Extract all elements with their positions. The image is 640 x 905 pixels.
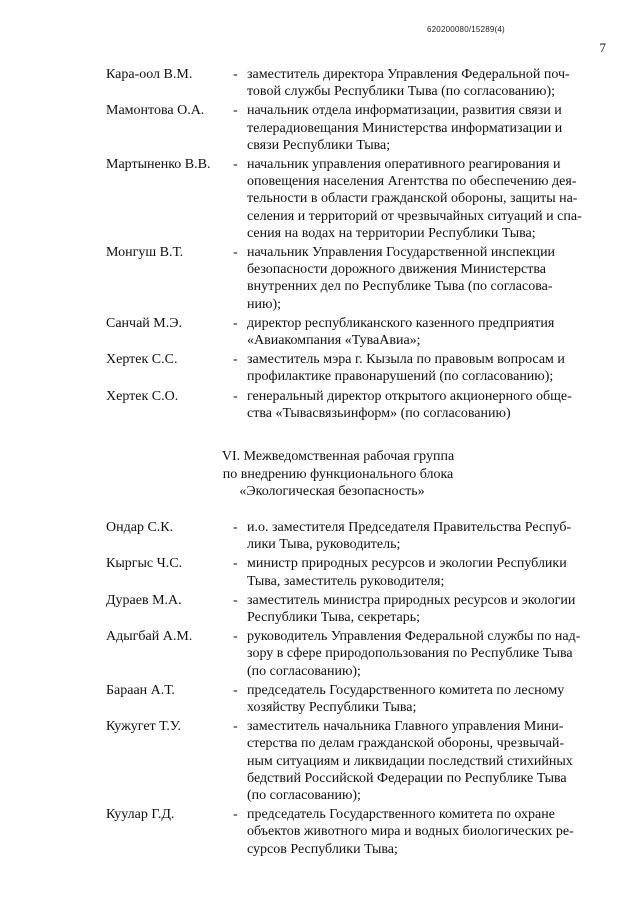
description-line: председатель Государственного комитета по охране: [247, 807, 555, 823]
description-line: внутренних дел по Республике Тыва (по согласова-: [247, 279, 553, 295]
member-entry: [0, 156, 640, 242]
document-code: 620200080/15289(4): [427, 25, 505, 34]
member-description: [247, 66, 595, 100]
description-line: ства «Тывасвязьинформ» (по согласованию): [247, 405, 511, 421]
member-entry: [0, 555, 640, 589]
member-entry: [0, 592, 640, 626]
member-name: Адыгбай А.М.: [106, 629, 193, 645]
member-name: Хертек С.С.: [106, 352, 178, 368]
member-entry: [0, 351, 640, 385]
member-entry: [0, 519, 640, 553]
member-entry: [0, 628, 640, 680]
description-line: телерадиовещания Министерства информатизации и: [247, 120, 563, 136]
description-line: начальник управления оперативного реагирования и: [247, 157, 561, 173]
description-line: ным ситуациям и ликвидации последствий стихийных: [247, 753, 573, 769]
description-line: нию);: [247, 296, 281, 312]
member-description: [247, 682, 595, 716]
member-description: [247, 315, 595, 349]
description-line: заместитель мэра г. Кызыла по правовым вопросам и: [247, 352, 565, 368]
member-name: Дураев М.А.: [106, 592, 182, 608]
description-line: (по согласованию);: [247, 663, 361, 679]
member-name: Мартыненко В.В.: [106, 157, 211, 173]
member-name: Мамонтова О.А.: [106, 103, 205, 119]
description-line: Тыва, заместитель руководителя;: [247, 573, 445, 589]
description-line: стерства по делам гражданской обороны, чрезвычай-: [247, 736, 565, 752]
member-description: [247, 102, 595, 154]
description-line: сения на водах на территории Республики Тыва;: [247, 225, 536, 241]
member-description: [247, 156, 595, 242]
member-description: [247, 555, 595, 589]
dash-separator: -: [233, 719, 238, 735]
member-description: [247, 592, 595, 626]
members-list-section-6: [0, 519, 640, 858]
member-name: Ондар С.К.: [106, 520, 174, 535]
members-list-section-5: [0, 66, 640, 422]
page-number: 7: [599, 40, 606, 55]
member-name: Санчай М.Э.: [106, 315, 182, 331]
dash-separator: -: [233, 388, 238, 404]
description-line: начальник отдела информатизации, развития связи и: [247, 103, 562, 119]
member-entry: [0, 66, 640, 100]
member-description: [247, 806, 595, 858]
member-entry: [0, 315, 640, 349]
description-line: и.о. заместителя Председателя Правительства Респуб-: [247, 520, 572, 535]
description-line: Республики Тыва, секретарь;: [247, 610, 421, 626]
dash-separator: -: [233, 103, 238, 119]
member-entry: [0, 388, 640, 422]
member-description: [247, 718, 595, 804]
member-name: Хертек С.О.: [106, 388, 179, 404]
description-line: бедствий Российской Федерации по Республике Тыва: [247, 770, 567, 786]
member-name: Бараан А.Т.: [106, 682, 175, 698]
description-line: хозяйству Республики Тыва;: [247, 700, 417, 716]
member-entry: [0, 718, 640, 804]
dash-separator: -: [233, 352, 238, 368]
dash-separator: -: [233, 592, 238, 608]
member-name: Монгуш В.Т.: [106, 245, 184, 261]
dash-separator: -: [233, 157, 238, 173]
description-line: объектов животного мира и водных биологических ре-: [247, 824, 574, 840]
dash-separator: -: [233, 520, 238, 535]
description-line: председатель Государственного комитета по лесному: [247, 682, 565, 698]
description-line: заместитель министра природных ресурсов и экологии: [247, 592, 576, 608]
description-line: лики Тыва, руководитель;: [247, 537, 401, 553]
dash-separator: -: [233, 807, 238, 823]
description-line: тельности в области гражданской обороны, защиты на-: [247, 191, 578, 207]
dash-separator: -: [233, 682, 238, 698]
member-description: [247, 519, 595, 553]
description-line: директор республиканского казенного предприятия: [247, 315, 555, 331]
member-name: Куулар Г.Д.: [106, 807, 175, 823]
member-entry: [0, 682, 640, 716]
section-title-line: «Экологическая безопасность»: [239, 484, 425, 499]
description-line: (по согласованию);: [247, 788, 361, 804]
description-line: начальник Управления Государственной инспекции: [247, 245, 556, 261]
description-line: товой службы Республики Тыва (по согласованию);: [247, 84, 556, 100]
dash-separator: -: [233, 556, 238, 572]
description-line: «Авиакомпания «ТуваАвиа»;: [247, 333, 421, 349]
description-line: генеральный директор открытого акционерного обще-: [247, 388, 572, 404]
description-line: селения и территорий от чрезвычайных ситуаций и спа-: [247, 208, 582, 224]
member-name: Кужугет Т.У.: [106, 719, 181, 735]
description-line: профилактике правонарушений (по согласованию);: [247, 369, 554, 385]
section-title-line: по внедрению функционального блока: [222, 466, 454, 482]
dash-separator: -: [233, 245, 238, 261]
member-name: Кыргыс Ч.С.: [106, 556, 183, 572]
dash-separator: -: [233, 67, 238, 82]
description-line: руководитель Управления Федеральной службы по над-: [247, 629, 581, 645]
member-entry: [0, 102, 640, 154]
description-line: сурсов Республики Тыва;: [247, 841, 398, 857]
dash-separator: -: [233, 315, 238, 331]
description-line: зору в сфере природопользования по Республике Тыва: [247, 646, 573, 662]
member-name: Кара-оол В.М.: [106, 67, 193, 82]
member-entry: [0, 806, 640, 858]
dash-separator: -: [233, 629, 238, 645]
section-title-line: VI. Межведомственная рабочая группа: [221, 449, 455, 464]
member-description: [247, 628, 595, 680]
member-entry: [0, 244, 640, 313]
description-line: оповещения населения Агентства по обеспечению дея-: [247, 174, 577, 190]
member-description: [247, 351, 595, 385]
member-description: [247, 388, 595, 422]
section-title: [0, 448, 640, 501]
description-line: министр природных ресурсов и экологии Республики: [247, 556, 567, 572]
member-description: [247, 244, 595, 313]
description-line: заместитель директора Управления Федеральной поч-: [247, 67, 570, 82]
description-line: безопасности дорожного движения Министерства: [247, 262, 546, 278]
description-line: связи Республики Тыва;: [247, 137, 391, 153]
description-line: заместитель начальника Главного управления Мини-: [247, 719, 564, 735]
